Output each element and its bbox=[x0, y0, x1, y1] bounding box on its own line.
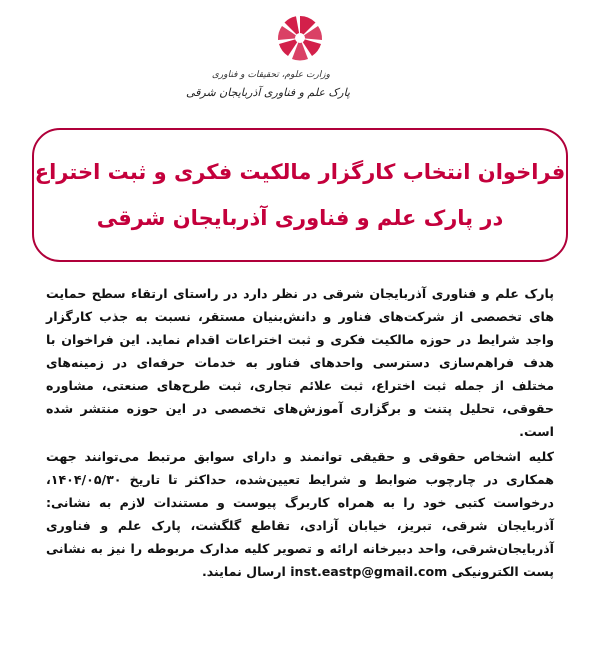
body-paragraph-1: پارک علم و فناوری آذربایجان شرقی در نظر دارد در راستای ارتقاء سطح حمایت های تخصصی از شرکت‌های فناور و دانش‌بنیان مستقر، نسبت به جذب کارگزار واجد شرایط در حوزه مالکیت فکری و ثبت اختراعات اقدام نماید. این فراخوان با هدف فراهم‌سازی دسترسی واحدهای فناور به خدمات حرفه‌ای در زمینه‌های مختلف از جمله ثبت اختراع، ثبت علائم تجاری، ثبت طرح‌های صنعتی، مشاوره حقوقی، تحلیل پتنت و برگزاری آموزش‌های تخصصی در این حوزه منتشر شده است. bbox=[46, 286, 554, 439]
park-name: پارک علم و فناوری آذربایجان شرقی bbox=[185, 86, 350, 99]
title-box bbox=[32, 128, 568, 262]
body-paragraph-2 bbox=[46, 445, 554, 583]
park-logo-icon bbox=[276, 14, 324, 62]
header-logo-block bbox=[246, 14, 354, 114]
contact-email: inst.eastp@gmail.com bbox=[290, 564, 448, 579]
body-paragraph-2-end: ارسال نمایند. bbox=[201, 564, 286, 579]
title-line-1: فراخوان انتخاب کارگزار مالکیت فکری و ثبت اختراع bbox=[34, 160, 566, 184]
title-line-2: در پارک علم و فناوری آذربایجان شرقی bbox=[96, 206, 504, 230]
ministry-name: وزارت علوم، تحقیقات و فناوری bbox=[211, 70, 330, 80]
body-paragraph-2-text: کلیه اشخاص حقوقی و حقیقی توانمند و دارای سوابق مرتبط می‌توانند جهت همکاری در چارچوب ضوابط و شرایط تعیین‌شده، حداکثر تا تاریخ ۱۴۰۴/۰۵/۳۰، درخواست کتبی خود را به همراه کاربرگ پیوست و مستندات لازم به نشانی: آذربایجان شرقی، تبریز، خیابان آزادی، تقاطع گلگشت، پارک علم و فناوری آذربایجان‌شرقی، واحد دبیرخانه ارائه و تصویر کلیه مدارک مربوطه را نیز به نشانی پست الکترونیکی bbox=[46, 449, 554, 579]
announcement-body bbox=[46, 282, 554, 583]
